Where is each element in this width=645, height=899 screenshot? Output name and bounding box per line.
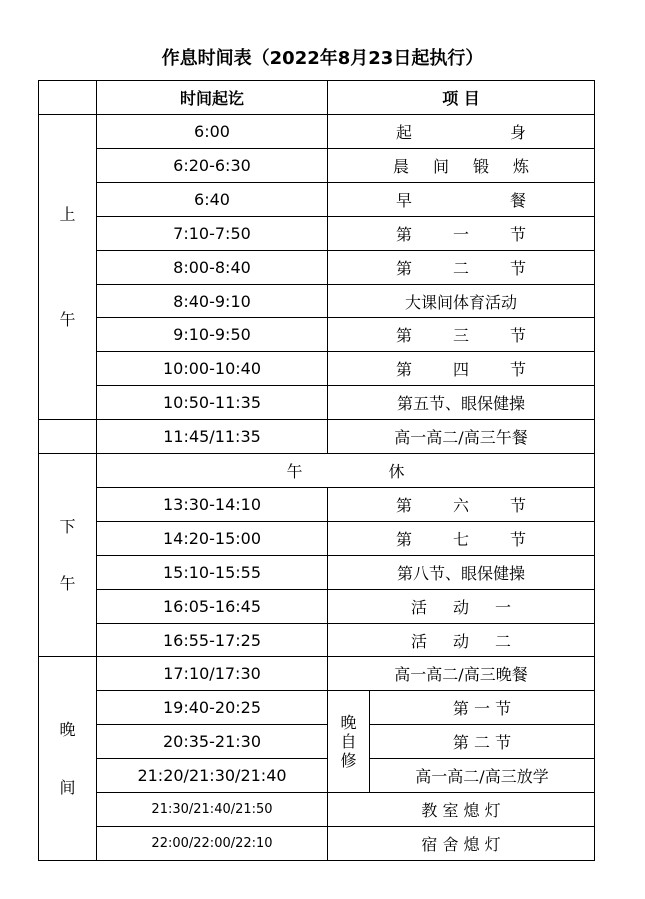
header-blank-cell — [38, 80, 96, 114]
time-cell: 11:45/11:35 — [96, 419, 327, 453]
item-char: 第 — [396, 225, 413, 244]
item-char: 活 — [410, 631, 427, 651]
page-title: 作息时间表（2022年8月23日起执行） — [161, 48, 484, 69]
item-char: 二 — [452, 259, 469, 278]
item-cell — [327, 114, 594, 148]
time-cell: 16:55-17:25 — [96, 623, 327, 656]
item-char: 第 — [396, 530, 413, 549]
item-cell — [327, 351, 594, 385]
item-cell — [327, 589, 594, 623]
section-label: 间 — [59, 777, 76, 797]
item-char: 餐 — [509, 191, 526, 210]
item-char: 第 — [396, 496, 413, 515]
time-cell: 9:10-9:50 — [96, 317, 327, 351]
section-blank-cell — [38, 419, 96, 453]
self-study-char: 晚 — [340, 712, 357, 732]
item-char: 四 — [452, 360, 469, 379]
item-char: 起 — [396, 123, 413, 142]
item-cell: 第五节、眼保健操 — [327, 385, 594, 419]
item-char: 间 — [432, 157, 449, 176]
item-cell — [327, 623, 594, 656]
item-cell: 高一高二/高三放学 — [369, 758, 594, 792]
section-morning — [38, 114, 96, 419]
section-evening — [38, 656, 96, 860]
item-cell — [327, 317, 594, 351]
item-char: 第 — [396, 259, 413, 278]
time-cell: 19:40-20:25 — [96, 690, 327, 724]
item-char: 七 — [452, 530, 469, 549]
item-cell — [327, 148, 594, 182]
item-char: 三 — [452, 326, 469, 345]
item-cell: 第 二 节 — [369, 724, 594, 758]
time-cell: 21:20/21:30/21:40 — [96, 758, 327, 792]
item-char: 活 — [410, 598, 427, 617]
item-char: 二 — [495, 631, 512, 651]
time-cell: 20:35-21:30 — [96, 724, 327, 758]
time-cell: 8:00-8:40 — [96, 250, 327, 284]
item-cell: 教 室 熄 灯 — [327, 792, 594, 826]
item-cell — [327, 250, 594, 284]
item-char: 节 — [509, 496, 526, 515]
item-char: 锻 — [473, 157, 490, 176]
time-cell: 17:10/17:30 — [96, 656, 327, 690]
section-label: 下 — [59, 516, 76, 536]
item-char: 晨 — [392, 157, 409, 176]
item-char: 休 — [388, 462, 405, 481]
time-cell: 21:30/21:40/21:50 — [96, 792, 327, 826]
item-cell: 大课间体育活动 — [327, 284, 594, 317]
item-cell: 高一高二/高三午餐 — [327, 419, 594, 453]
item-char: 六 — [452, 496, 469, 515]
self-study-label — [327, 690, 369, 792]
time-cell: 6:20-6:30 — [96, 148, 327, 182]
time-cell: 22:00/22:00/22:10 — [96, 826, 327, 860]
item-cell — [327, 487, 594, 521]
item-char: 节 — [509, 360, 526, 379]
item-cell — [327, 182, 594, 216]
item-char: 午 — [286, 462, 303, 481]
item-char: 第 — [396, 360, 413, 379]
item-char: 节 — [509, 225, 526, 244]
section-label: 上 — [59, 205, 76, 225]
item-char: 早 — [396, 191, 413, 210]
item-cell — [327, 216, 594, 250]
time-cell: 8:40-9:10 — [96, 284, 327, 317]
item-char: 动 — [452, 631, 469, 651]
section-afternoon — [38, 453, 96, 656]
section-label: 晚 — [59, 720, 76, 740]
time-cell: 10:00-10:40 — [96, 351, 327, 385]
schedule-table — [38, 80, 595, 861]
item-char: 节 — [509, 326, 526, 345]
item-cell: 第八节、眼保健操 — [327, 555, 594, 589]
item-char: 第 — [396, 326, 413, 345]
time-cell: 7:10-7:50 — [96, 216, 327, 250]
section-label: 午 — [59, 309, 76, 329]
header-time: 时间起讫 — [96, 80, 327, 114]
self-study-char: 自 — [340, 731, 357, 751]
item-cell: 高一高二/高三晚餐 — [327, 656, 594, 690]
item-char: 炼 — [513, 157, 530, 176]
self-study-char: 修 — [340, 751, 357, 771]
header-item: 项 目 — [327, 80, 594, 114]
item-cell: 宿 舍 熄 灯 — [327, 826, 594, 860]
time-cell: 14:20-15:00 — [96, 521, 327, 555]
item-char: 节 — [509, 259, 526, 278]
item-char: 动 — [452, 598, 469, 617]
item-char: 身 — [509, 123, 526, 142]
noon-break-cell — [96, 453, 594, 487]
item-cell — [327, 521, 594, 555]
time-cell: 13:30-14:10 — [96, 487, 327, 521]
section-label: 午 — [59, 574, 76, 593]
time-cell: 6:40 — [96, 182, 327, 216]
time-cell: 16:05-16:45 — [96, 589, 327, 623]
item-cell: 第 一 节 — [369, 690, 594, 724]
item-char: 节 — [509, 530, 526, 549]
time-cell: 15:10-15:55 — [96, 555, 327, 589]
item-char: 一 — [495, 598, 512, 617]
time-cell: 10:50-11:35 — [96, 385, 327, 419]
item-char: 一 — [452, 225, 469, 244]
time-cell: 6:00 — [96, 114, 327, 148]
